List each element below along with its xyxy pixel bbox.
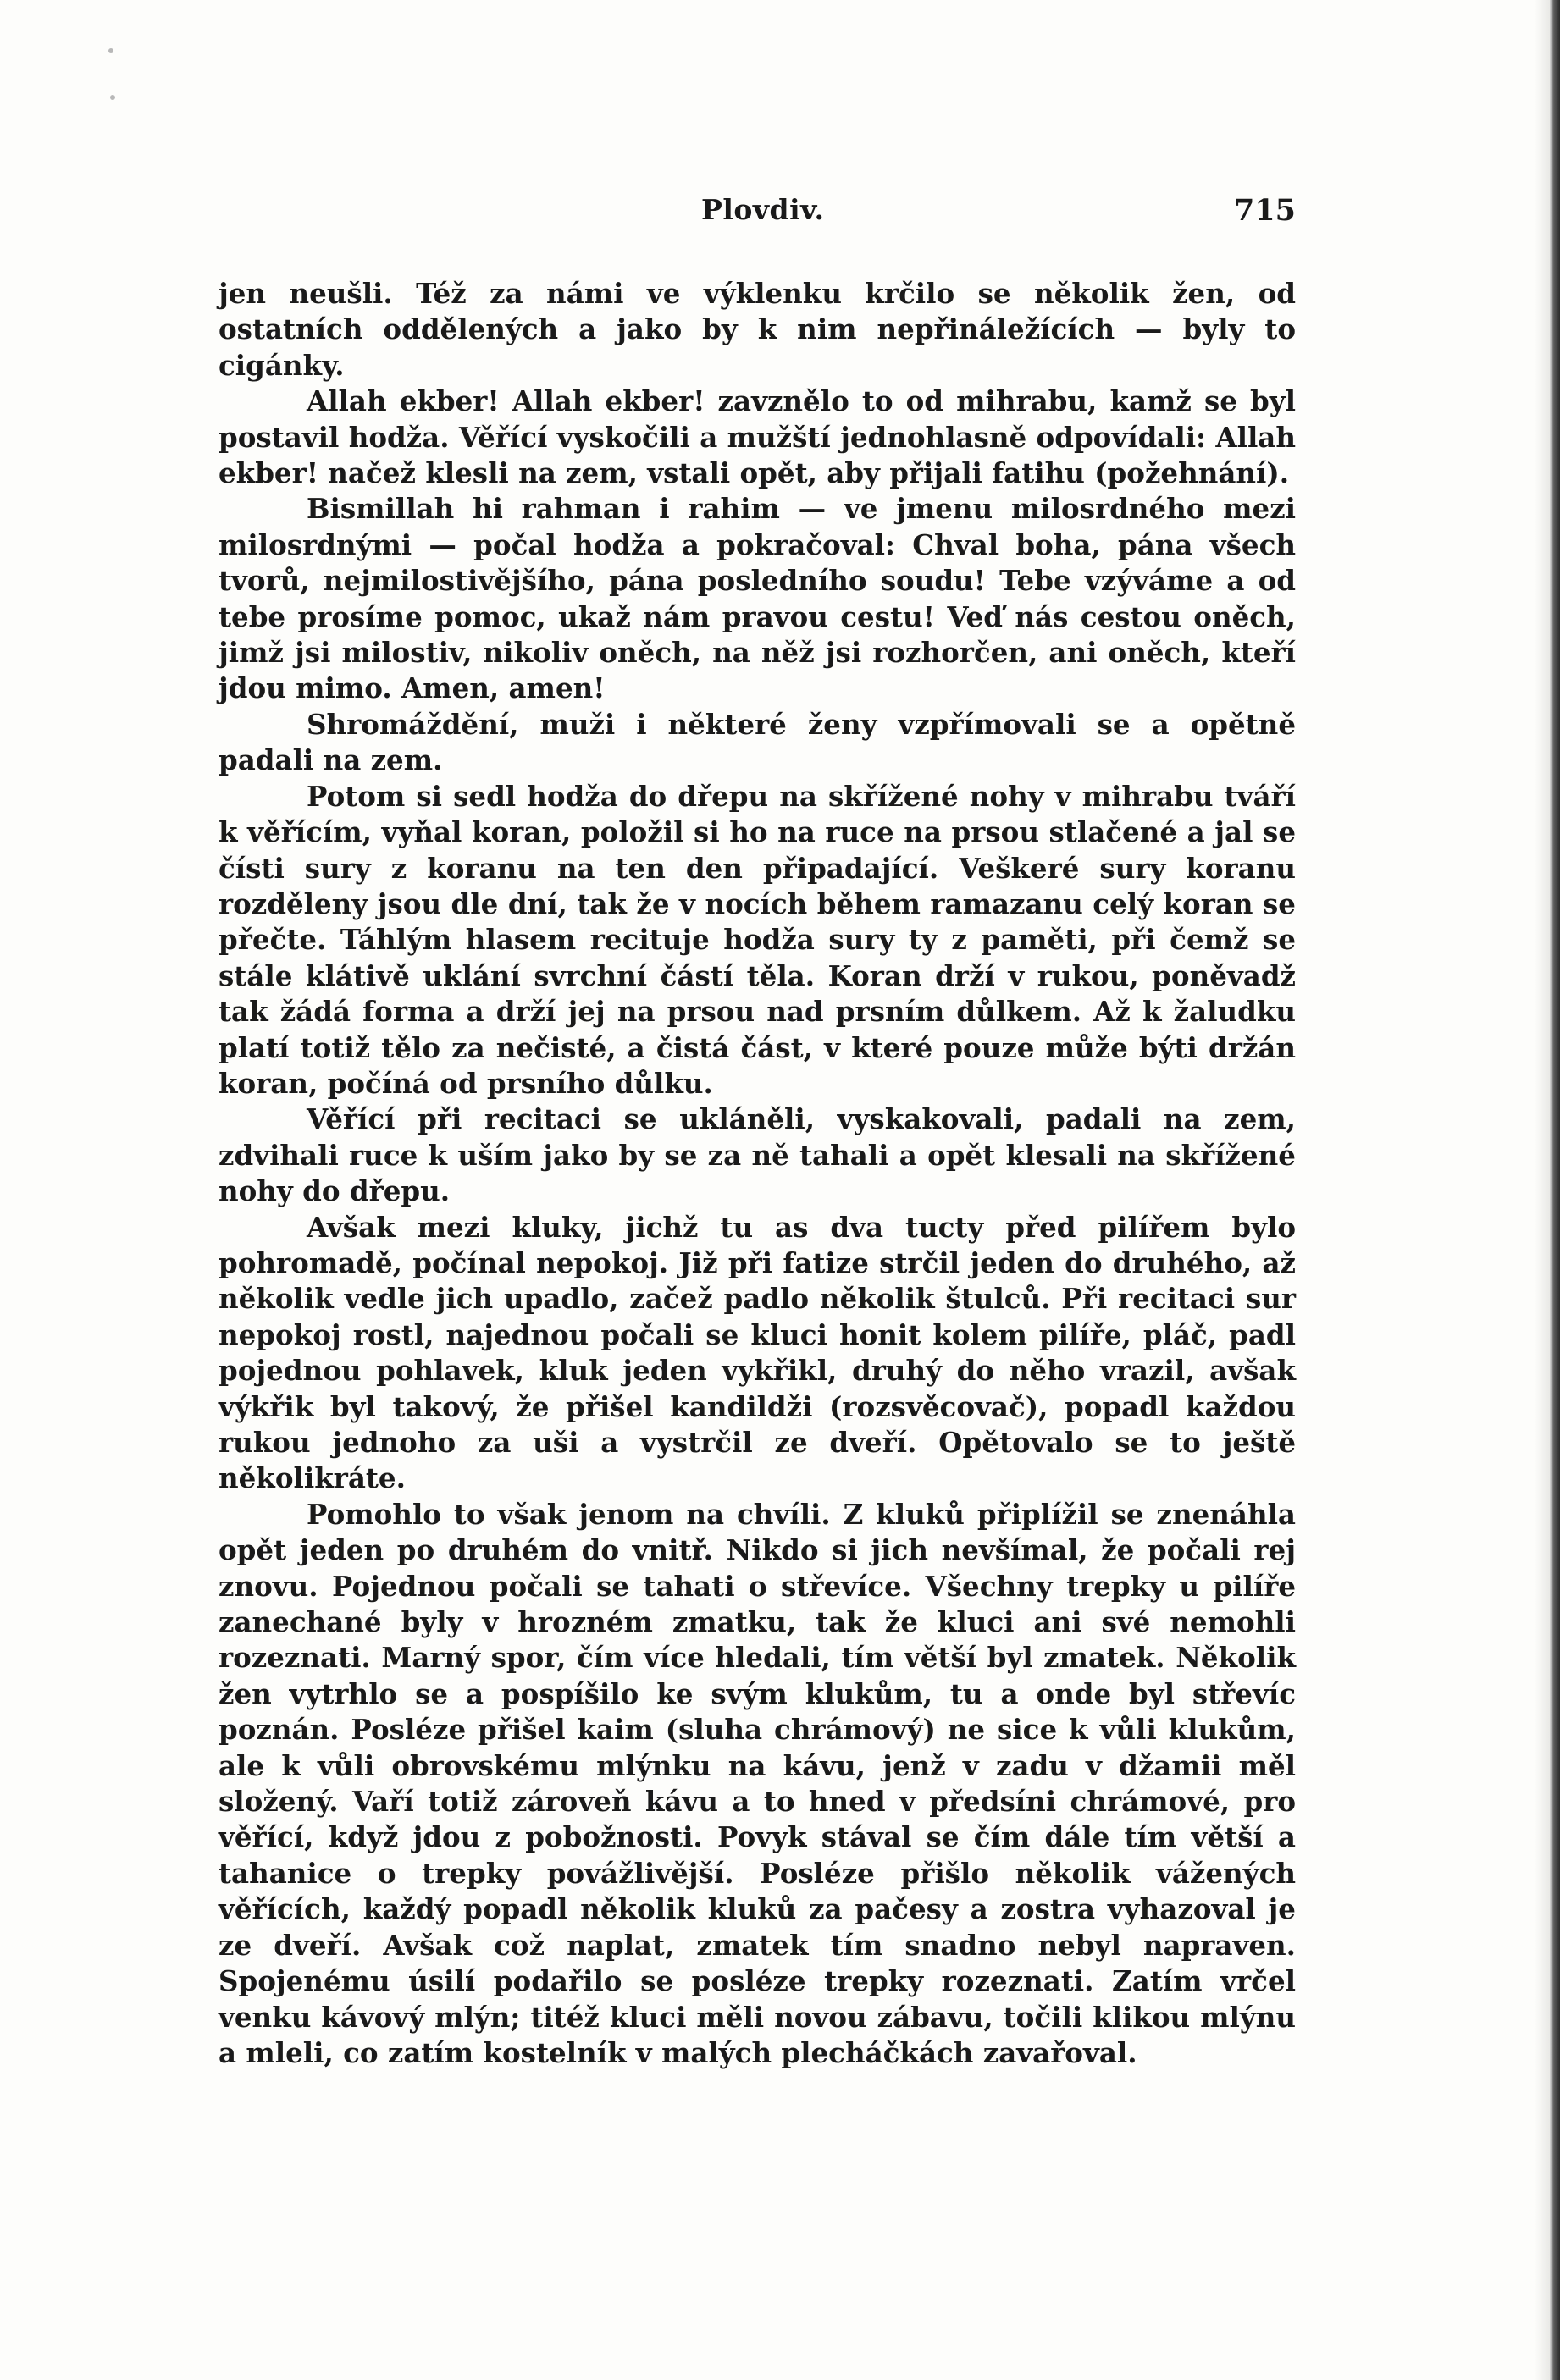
paragraph: Potom si sedl hodža do dřepu na skřížené nohy v mihrabu tváří k věřícím, vyňal koran, položil si ho na ruce na prsou stlačené a jal se čísti sury z koranu na ten den připadající. Veškeré sury koranu rozděleny jsou dle dní, tak že v nocích během ramazanu celý koran se přečte. Táhlým hlasem recituje hodža sury ty z paměti, při čemž se stále klátivě uklání svrchní částí těla. Koran drží v rukou, poněvadž tak žádá forma a drží jej na prsou nad prsním důlkem. Až k žaludku platí totiž tělo za nečisté, a čistá část, v které pouze může býti držán koran, počíná od prsního důlku. [219,779,1296,1100]
paragraph: jen neušli. Též za námi ve výklenku krčilo se několik žen, od ostatních oddělených a jako by k nim nepřináležících — byly to cigánky. [219,277,1296,382]
page-edge [1550,0,1560,2380]
page-header [219,193,1296,235]
running-title: Plovdiv. [701,193,825,226]
paragraph: Věřící při recitaci se ukláněli, vyskakovali, padali na zem, zdvihali ruce k uším jako by se za ně tahali a opět klesali na skřížené nohy do dřepu. [219,1102,1296,1208]
paragraph: Avšak mezi kluky, jichž tu as dva tucty před pilířem bylo pohromadě, počínal nepokoj. Již při fatize strčil jeden do druhého, až několik vedle jich upadlo, začež padlo několik štulců. Při recitaci sur nepokoj rostl, najednou počali se kluci honit kolem pilíře, pláč, padl pojednou pohlavek, kluk jeden vykřikl, druhý do něho vrazil, avšak výkřik byl takový, že přišel kandildži (rozsvěcovač), popadl každou rukou jednoho za uši a vystrčil ze dveří. Opětovalo se to ještě několikráte. [219,1210,1296,1495]
paragraph: Shromáždění, muži i některé ženy vzpřímovali se a opětně padali na zem. [219,707,1296,777]
scan-speck [108,48,113,53]
page-number: 715 [1233,193,1296,228]
paragraph: Pomohlo to však jenom na chvíli. Z kluků připlížil se znenáhla opět jeden po druhém do vnitř. Nikdo si jich nevšímal, že počali rej znovu. Pojednou počali se tahati o střevíce. Všechny trepky u pilíře zanechané byly v hrozném zmatku, tak že kluci ani své nemohli rozeznati. Marný spor, čím více hledali, tím větší byl zmatek. Několik žen vytrhlo se a pospíšilo ke svým klukům, tu a onde byl střevíc poznán. Posléze přišel kaim (sluha chrámový) ne sice k vůli klukům, ale k vůli obrovskému mlýnku na kávu, jenž v zadu v džamii měl složený. Vaří totiž zároveň kávu a to hned v předsíni chrámové, pro věřící, když jdou z pobožnosti. Povyk stával se čím dále tím větší a tahanice o trepky povážlivější. Posléze přišlo několik vážených věřících, každý popadl několik kluků za pačesy a zostra vyhazoval je ze dveří. Avšak což naplat, zmatek tím snadno nebyl napraven. Spojenému úsilí podařilo se posléze trepky rozeznati. Zatím vrčel venku kávový mlýn; titéž kluci měli novou zábavu, točili klikou mlýnu a mleli, co zatím kostelník v malých plecháčkách zavařoval. [219,1497,1296,2069]
scan-speck [110,95,115,100]
page-gutter-shadow [1535,0,1550,2380]
paragraph: Allah ekber! Allah ekber! zavznělo to od mihrabu, kamž se byl postavil hodža. Věřící vyskočili a mužští jednohlasně odpovídali: Allah ekber! načež klesli na zem, vstali opět, aby přijali fatihu (požehnání). [219,384,1296,490]
body-text [219,276,1296,2071]
paragraph: Bismillah hi rahman i rahim — ve jmenu milosrdného mezi milosrdnými — počal hodža a pokračoval: Chval boha, pána všech tvorů, nejmilostivějšího, pána posledního soudu! Tebe vzýváme a od tebe prosíme pomoc, ukaž nám pravou cestu! Veď nás cestou oněch, jimž jsi milostiv, nikoliv oněch, na něž jsi rozhorčen, ani oněch, kteří jdou mimo. Amen, amen! [219,492,1296,705]
